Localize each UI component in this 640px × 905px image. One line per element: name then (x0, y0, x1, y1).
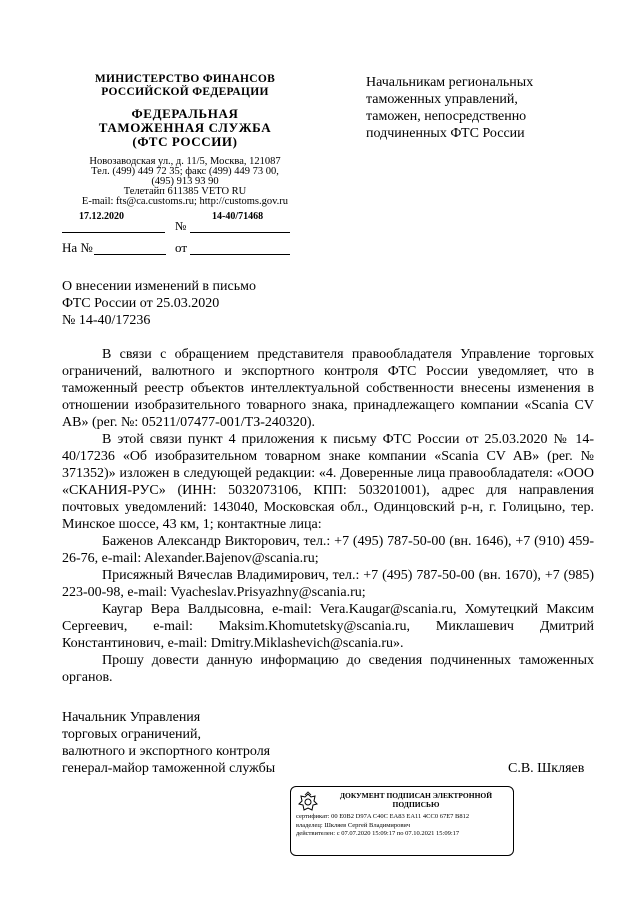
reference-date-underline (190, 254, 290, 255)
coat-of-arms-icon (297, 791, 319, 813)
e-signature-title (323, 791, 509, 809)
signatory-line2: торговых ограничений, (62, 727, 202, 742)
e-signature-title-line2: ПОДПИСЬЮ (392, 800, 440, 809)
reference-label: На № (62, 240, 93, 255)
address-line5: E-mail: fts@ca.customs.ru; http://customs.gov.ru (81, 196, 289, 207)
addressee (366, 74, 606, 142)
ministry-name-line1: МИНИСТЕРСТВО ФИНАНСОВ (94, 73, 276, 85)
service-name-line3: (ФТС РОССИИ) (132, 134, 238, 149)
signatory-line4: генерал-майор таможенной службы (62, 761, 276, 776)
ministry-name-line2: РОССИЙСКОЙ ФЕДЕРАЦИИ (101, 86, 269, 98)
e-signature-details (296, 813, 508, 839)
subject (62, 278, 322, 329)
reference-from-label: от (175, 240, 188, 255)
address-line3: (495) 913 93 90 (151, 176, 219, 187)
number-sign: № (175, 219, 187, 233)
signatory-line1: Начальник Управления (62, 710, 201, 725)
addressee-line2: таможенных управлений, (366, 92, 518, 107)
e-signature-validity: действителен: с 07.07.2020 15:09:17 по 07.10.2021 15:09:17 (296, 830, 460, 837)
e-signature-stamp (290, 786, 514, 856)
address-line2: Тел. (499) 449 72 35; факс (499) 449 73 00, (91, 166, 279, 177)
addressee-line1: Начальникам региональных (366, 75, 534, 90)
e-signature-certificate: сертификат: 00 E0B2 D97A C40C EA83 EA11 4CC0 67E7 B812 (296, 813, 470, 820)
signatory-line3: валютного и экспортного контроля (62, 744, 271, 759)
subject-line2: ФТС России от 25.03.2020 (62, 296, 220, 311)
body-paragraph-3: Баженов Александр Викторович, тел.: +7 (495) 787-50-00 (вн. 1646), +7 (910) 459-26-76, e-mail: Alexander.Bajenov@scania.ru; (62, 534, 594, 566)
address-line4: Телетайп 611385 VETO RU (123, 186, 247, 197)
address-line1: Новозаводская ул., д. 11/5, Москва, 121087 (89, 156, 281, 167)
subject-line3: № 14-40/17236 (62, 313, 151, 328)
addressee-line4: подчиненных ФТС России (366, 126, 525, 141)
subject-line1: О внесении изменений в письмо (62, 279, 256, 294)
service-name-line2: ТАМОЖЕННАЯ СЛУЖБА (98, 120, 272, 135)
addressee-line3: таможен, непосредственно (366, 109, 527, 124)
letter-number: 14-40/71468 (212, 211, 264, 222)
e-signature-title-line1: ДОКУМЕНТ ПОДПИСАН ЭЛЕКТРОННОЙ (339, 791, 493, 800)
body-paragraph-2: В этой связи пункт 4 приложения к письму ФТС России от 25.03.2020 № 14-40/17236 «Об изобразительном товарном знаке компании «Scania CV AB» (рег. № 371352)» изложен в следующей редакции: «4. Доверенные лица правообладателя: «ООО «СКАНИЯ-РУС» (ИНН: 5032073106, КПП: 503201001), адрес для направления почтовых уведомлений: 143040, Московская обл., Одинцовский р-н, г. Голицыно, тер. Минское шоссе, 43 км, 1; контактные лица: (62, 432, 594, 532)
signatory-title (62, 709, 362, 777)
letter-body (62, 346, 594, 686)
body-paragraph-4: Присяжный Вячеслав Владимирович, тел.: +7 (495) 787-50-00 (вн. 1670), +7 (985) 223-00-98, e-mail: Vyacheslav.Prisyazhny@scania.ru; (62, 568, 594, 600)
letter-date: 17.12.2020 (79, 211, 124, 222)
body-paragraph-6: Прошу довести данную информацию до сведения подчиненных таможенных органов. (62, 653, 594, 685)
body-paragraph-5: Каугар Вера Валдысовна, e-mail: Vera.Kaugar@scania.ru, Хомутецкий Максим Сергеевич, e-mail: Maksim.Khomutetsky@scania.ru, Миклашевич Дмитрий Константинович, e-mail: Dmitry.Miklashevich@scania.ru». (62, 602, 594, 651)
service-name-line1: ФЕДЕРАЛЬНАЯ (131, 106, 239, 121)
number-underline (190, 232, 290, 233)
e-signature-owner: владелец: Шкляев Сергей Владимирович (296, 821, 411, 829)
signatory-name: С.В. Шкляев (508, 761, 585, 776)
reference-underline (94, 254, 166, 255)
date-underline (62, 232, 165, 233)
body-paragraph-1: В связи с обращением представителя правообладателя Управление торговых ограничений, валютного и экспортного контроля ФТС России уведомляет, что в таможенный реестр объектов интеллектуальной собственности внесены изменения в отношении изобразительного товарного знака, принадлежащего компании «Scania CV AB» (рег. №: 05211/07477-001/ТЗ-240320). (62, 347, 594, 430)
